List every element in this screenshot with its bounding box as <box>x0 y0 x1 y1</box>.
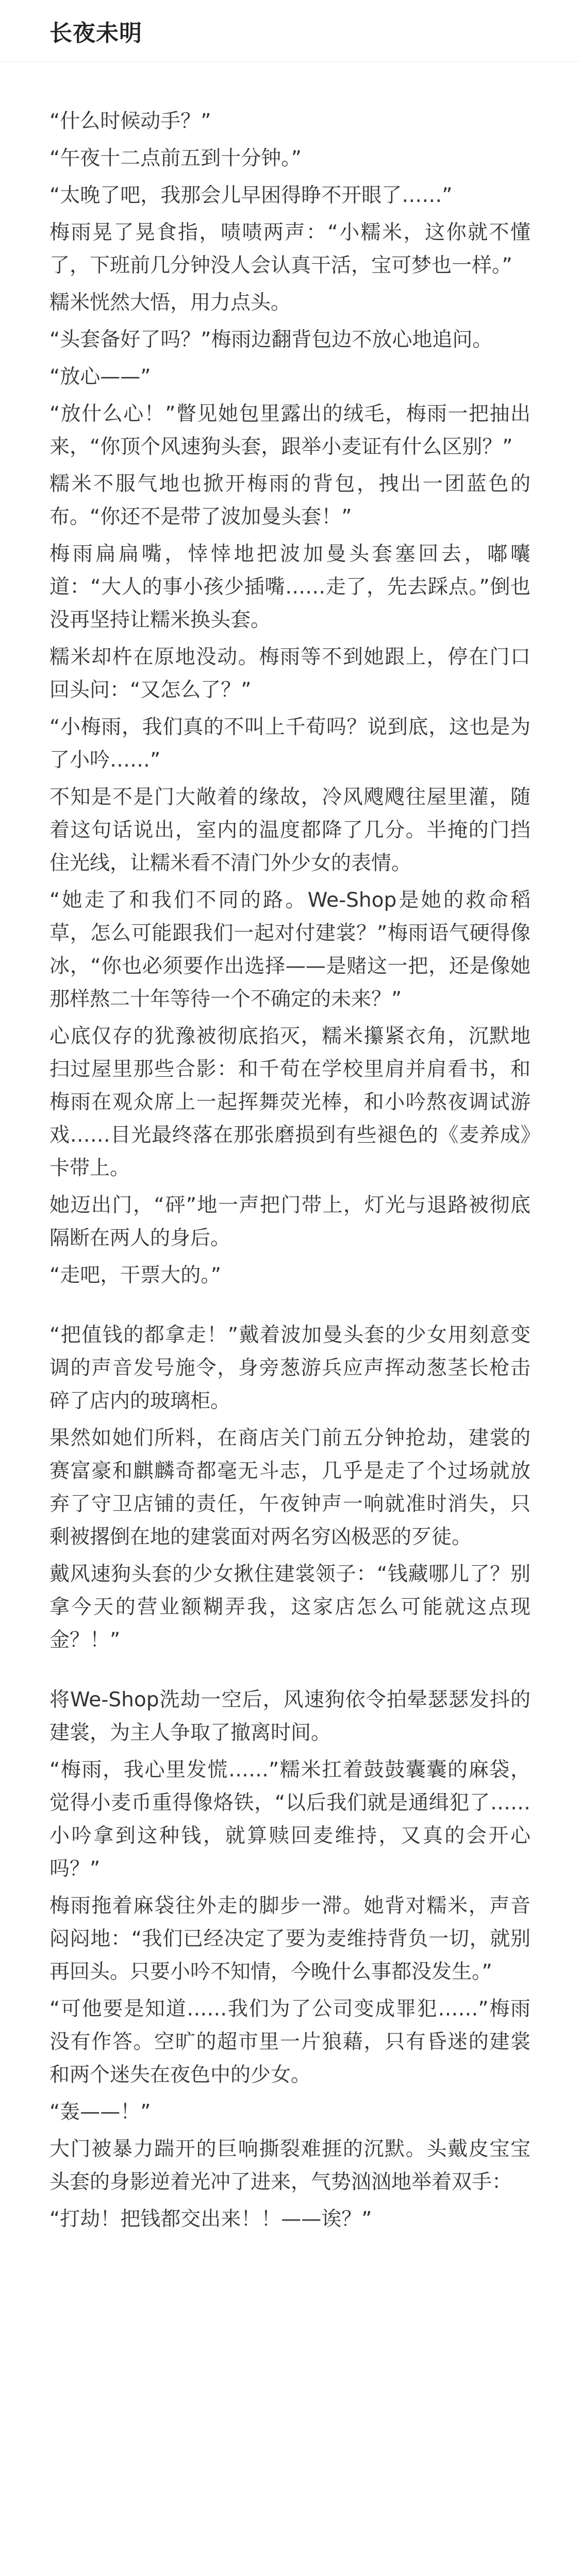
page-title: 长夜未明 <box>49 20 142 46</box>
story-paragraph: “放什么心！”瞥见她包里露出的绒毛，梅雨一把抽出来，“你顶个风速狗头套，跟举小麦证有什么区别？” <box>49 402 531 459</box>
story-paragraph: “太晚了吧，我那会儿早困得睁不开眼了……” <box>49 184 453 207</box>
story-paragraph: 戴风速狗头套的少女揪住建裳领子：“钱藏哪儿了？别拿今天的营业额糊弄我，这家店怎么可能就这点现金？！” <box>49 1563 531 1652</box>
story-paragraph: “午夜十二点前五到十分钟。” <box>49 147 302 170</box>
story-paragraph: “把值钱的都拿走！”戴着波加曼头套的少女用刻意变调的声音发号施令，身旁葱游兵应声挥动葱茎长枪击碎了店内的玻璃柜。 <box>49 1324 531 1413</box>
story-paragraph: “放心——” <box>49 365 151 388</box>
story-paragraph: “走吧，干票大的。” <box>49 1264 221 1287</box>
story-paragraph: 糯米不服气地也掀开梅雨的背包，拽出一团蓝色的布。“你还不是带了波加曼头套！” <box>49 472 531 529</box>
story-paragraph: “可他要是知道……我们为了公司变成罪犯……”梅雨没有作答。空旷的超市里一片狼藉，只有昏迷的建裳和两个迷失在夜色中的少女。 <box>49 1997 531 2087</box>
story-paragraph: 梅雨扁扁嘴，悻悻地把波加曼头套塞回去，嘟囔道：“大人的事小孩少插嘴……走了，先去踩点。”倒也没再坚持让糯米换头套。 <box>49 543 531 632</box>
story-paragraph: “梅雨，我心里发慌……”糯米扛着鼓鼓囊囊的麻袋，觉得小麦币重得像烙铁，“以后我们就是通缉犯了……小吟拿到这种钱，就算赎回麦维持，又真的会开心吗？” <box>49 1758 531 1880</box>
page-header <box>0 0 580 62</box>
story-paragraph: 糯米恍然大悟，用力点头。 <box>49 291 291 314</box>
story-body <box>0 62 580 2236</box>
story-paragraph: 糯米却杵在原地没动。梅雨等不到她跟上，停在门口回头问：“又怎么了？” <box>49 646 531 702</box>
story-paragraph: “头套备好了吗？”梅雨边翻背包边不放心地追问。 <box>49 328 493 351</box>
story-paragraph: 大门被暴力踹开的巨响撕裂难捱的沉默。头戴皮宝宝头套的身影逆着光冲了进来，气势汹汹地举着双手： <box>49 2138 531 2194</box>
story-paragraph: “打劫！把钱都交出来！！——诶？” <box>49 2208 372 2231</box>
story-paragraph: 梅雨晃了晃食指，啧啧两声：“小糯米，这你就不懂了，下班前几分钟没人会认真干活，宝可梦也一样。” <box>49 221 531 277</box>
story-paragraph: 梅雨拖着麻袋往外走的脚步一滞。她背对糯米，声音闷闷地：“我们已经决定了要为麦维持背负一切，就别再回头。只要小吟不知情，今晚什么事都没发生。” <box>49 1894 531 1984</box>
story-paragraph: 将We-Shop洗劫一空后，风速狗依令拍晕瑟瑟发抖的建裳，为主人争取了撤离时间。 <box>49 1688 531 1744</box>
story-paragraph: “什么时候动手？” <box>49 110 211 133</box>
story-paragraph: “小梅雨，我们真的不叫上千荀吗？说到底，这也是为了小吟……” <box>49 716 531 772</box>
story-paragraph: “她走了和我们不同的路。We-Shop是她的救命稻草，怎么可能跟我们一起对付建裳？”梅雨语气硬得像冰，“你也必须要作出选择——是赌这一把，还是像她那样熬二十年等待一个不确定的未来？” <box>49 889 531 1011</box>
story-paragraph: 不知是不是门大敞着的缘故，冷风飕飕往屋里灌，随着这句话说出，室内的温度都降了几分。半掩的门挡住光线，让糯米看不清门外少女的表情。 <box>49 786 531 875</box>
story-paragraph: 果然如她们所料，在商店关门前五分钟抢劫，建裳的赛富豪和麒麟奇都毫无斗志，几乎是走了个过场就放弃了守卫店铺的责任，午夜钟声一响就准时消失，只剩被撂倒在地的建裳面对两名穷凶极恶的歹徒。 <box>49 1427 531 1549</box>
story-paragraph: 心底仅存的犹豫被彻底掐灭，糯米攥紧衣角，沉默地扫过屋里那些合影：和千荀在学校里肩并肩看书，和梅雨在观众席上一起挥舞荧光棒，和小吟熬夜调试游戏……目光最终落在那张磨损到有些褪色的《麦养成》卡带上。 <box>49 1025 531 1180</box>
story-paragraph: “轰——！” <box>49 2100 151 2124</box>
story-paragraph: 她迈出门，“砰”地一声把门带上，灯光与退路被彻底隔断在两人的身后。 <box>49 1194 531 1250</box>
